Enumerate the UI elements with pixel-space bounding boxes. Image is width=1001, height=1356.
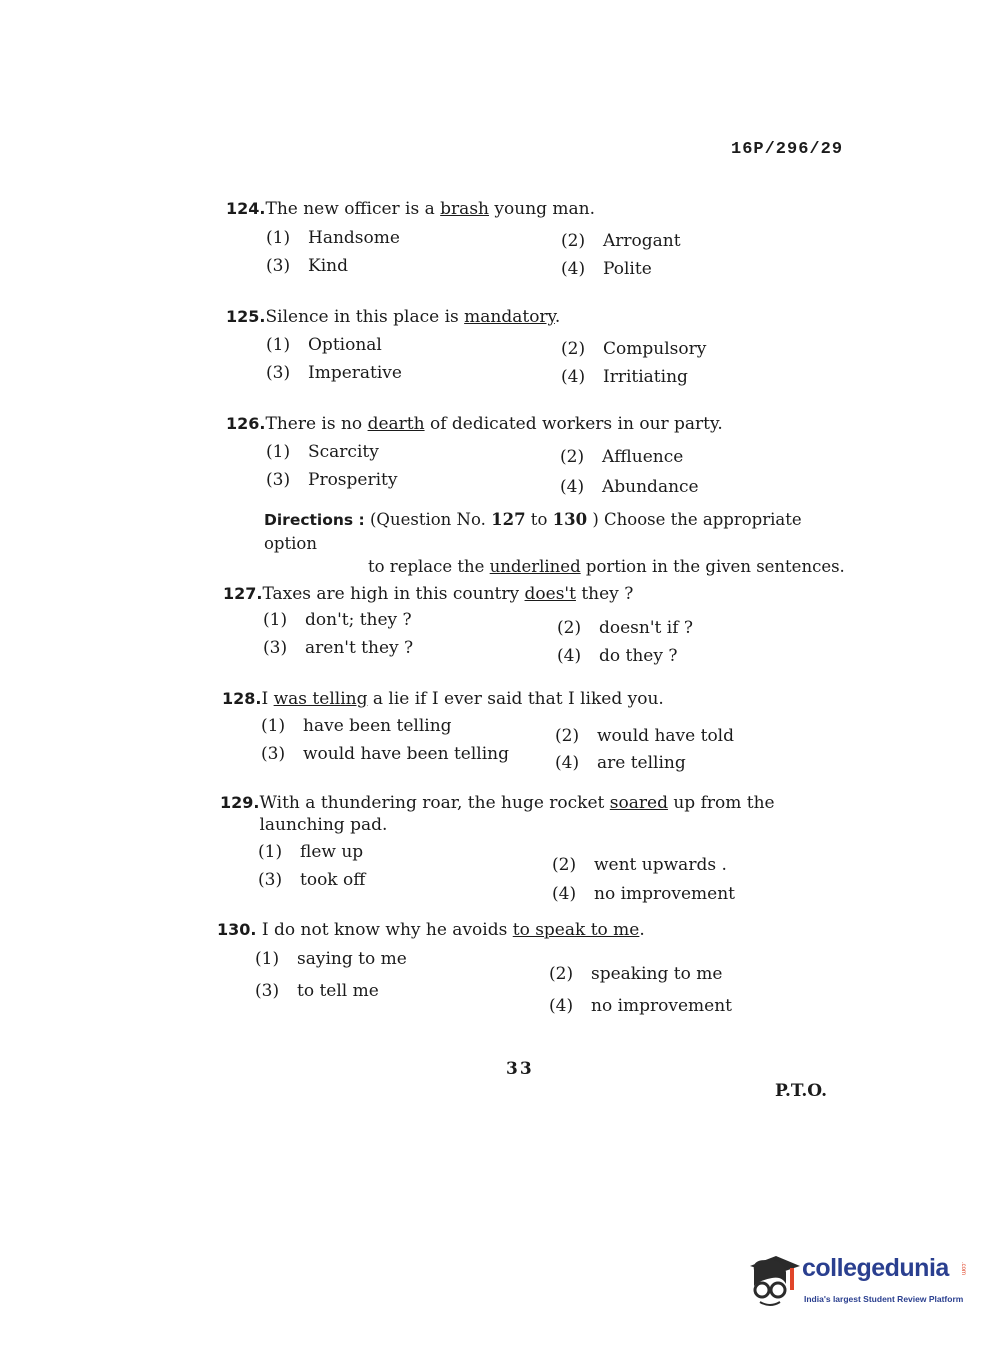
question-126 [226,413,723,435]
option-number: (4) [561,367,586,387]
question-128 [222,688,664,710]
option-text: no improvement [594,884,736,904]
question-text: Silence in this place is [265,307,465,327]
option-text: have been telling [303,716,452,736]
option-text: are telling [597,753,686,773]
option-4 [549,996,732,1016]
option-text: flew up [300,842,364,862]
option-text: Optional [308,335,382,355]
pto-label: P.T.O. [775,1081,827,1101]
option-number: (3) [266,256,291,276]
option-number: (3) [261,744,286,764]
question-number: 124. [226,199,266,218]
question-130 [217,919,645,941]
option-4 [561,367,688,387]
option-2 [557,618,693,638]
option-number: (2) [561,339,586,359]
option-number: (1) [261,716,286,736]
option-text: went upwards . [594,855,727,875]
option-4 [560,477,699,497]
underlined-word: to speak to me [512,920,640,940]
option-text: would have been telling [303,744,510,764]
question-text-end: . [639,920,645,940]
question-text-end: . [554,307,561,327]
directions-label: Directions : [264,511,365,529]
option-number: (4) [561,259,586,279]
question-127 [223,583,633,605]
option-2 [549,964,722,984]
question-text: Taxes are high in this country [262,584,525,604]
option-1 [266,442,379,462]
underlined-word: soared [609,793,668,813]
question-text-end: young man. [489,199,596,219]
directions-underlined: underlined [489,557,581,576]
option-3 [266,256,348,276]
question-number: 130. [217,920,257,939]
directions [264,508,854,578]
option-text: speaking to me [591,964,723,984]
option-number: (1) [263,610,288,630]
option-number: (4) [552,884,577,904]
option-text: Irritiating [603,367,688,387]
option-text: would have told [597,726,734,746]
directions-text: to [525,510,553,529]
directions-text: ) Choose the appropriate option [264,510,802,553]
option-number: (2) [552,855,577,875]
question-text-end: they ? [575,584,634,604]
option-text: Kind [308,256,348,276]
option-number: (4) [555,753,580,773]
option-number: (3) [266,363,291,383]
underlined-word: was telling [273,689,368,709]
option-number: (2) [549,964,574,984]
option-number: (1) [266,228,291,248]
page-number: 33 [506,1059,534,1079]
option-text: doesn't if ? [599,618,694,638]
option-2 [555,726,734,746]
option-4 [552,884,735,904]
option-1 [258,842,363,862]
option-number: (2) [555,726,580,746]
underlined-word: dearth [367,414,425,434]
logo-tagline: India's largest Student Review Platform [804,1294,964,1304]
option-1 [261,716,452,736]
option-text: Prosperity [308,470,398,490]
question-text-end: up from the launching pad. [259,793,775,835]
option-text: to tell me [297,981,379,1001]
option-2 [560,447,683,467]
option-number: (2) [560,447,585,467]
mascot-icon [742,1250,802,1310]
option-2 [561,231,681,251]
option-number: (2) [557,618,582,638]
option-number: (3) [263,638,288,658]
option-1 [255,949,407,969]
option-3 [266,363,402,383]
option-3 [261,744,509,764]
question-text: With a thundering roar, the huge rocket [259,793,610,813]
collegedunia-logo [742,1250,972,1310]
option-text: Scarcity [308,442,379,462]
question-number: 126. [226,414,266,433]
option-1 [263,610,412,630]
option-number: (3) [258,870,283,890]
question-number: 127. [223,584,263,603]
paper-code: 16P/296/29 [731,140,844,159]
option-3 [263,638,413,658]
option-1 [266,335,382,355]
underlined-word: mandatory [464,307,555,327]
question-text-end: a lie if I ever said that I liked you. [367,689,664,709]
option-text: Affluence [602,447,684,467]
option-text: Compulsory [603,339,707,359]
option-text: took off [300,870,366,890]
logo-domain: .com [960,1262,966,1276]
option-4 [557,646,677,666]
question-125 [226,306,560,328]
option-2 [561,339,706,359]
option-number: (4) [549,996,574,1016]
question-number: 129. [220,793,260,812]
option-2 [552,855,727,875]
option-text: Handsome [308,228,400,248]
option-4 [561,259,652,279]
directions-text: (Question No. [364,510,492,529]
option-text: aren't they ? [305,638,414,658]
directions-text: to replace the [368,557,490,576]
option-number: (3) [255,981,280,1001]
option-number: (1) [255,949,280,969]
option-text: don't; they ? [305,610,412,630]
option-text: Imperative [308,363,402,383]
directions-to: 130 [552,510,588,529]
option-1 [266,228,400,248]
question-number: 125. [226,307,266,326]
question-124 [226,198,595,220]
option-text: do they ? [599,646,678,666]
question-text: I [261,689,274,709]
question-number: 128. [222,689,262,708]
option-number: (4) [557,646,582,666]
logo-wordmark: collegedunia [802,1254,949,1282]
option-4 [555,753,686,773]
question-text-end: of dedicated workers in our party. [424,414,723,434]
option-number: (1) [266,335,291,355]
option-3 [258,870,365,890]
underlined-word: brash [440,199,489,219]
option-number: (3) [266,470,291,490]
option-3 [266,470,397,490]
option-text: Abundance [602,477,699,497]
question-text: I do not know why he avoids [256,920,513,940]
underlined-word: does't [524,584,576,604]
directions-text: portion in the given sentences. [580,557,845,576]
directions-line-2 [264,555,854,578]
option-text: no improvement [591,996,733,1016]
question-text: There is no [265,414,368,434]
option-text: Arrogant [603,231,681,251]
option-3 [255,981,379,1001]
option-number: (4) [560,477,585,497]
option-text: Polite [603,259,652,279]
option-number: (1) [266,442,291,462]
option-text: saying to me [297,949,407,969]
option-number: (1) [258,842,283,862]
directions-from: 127 [491,510,526,529]
question-129 [220,792,841,836]
question-text: The new officer is a [265,199,441,219]
option-number: (2) [561,231,586,251]
